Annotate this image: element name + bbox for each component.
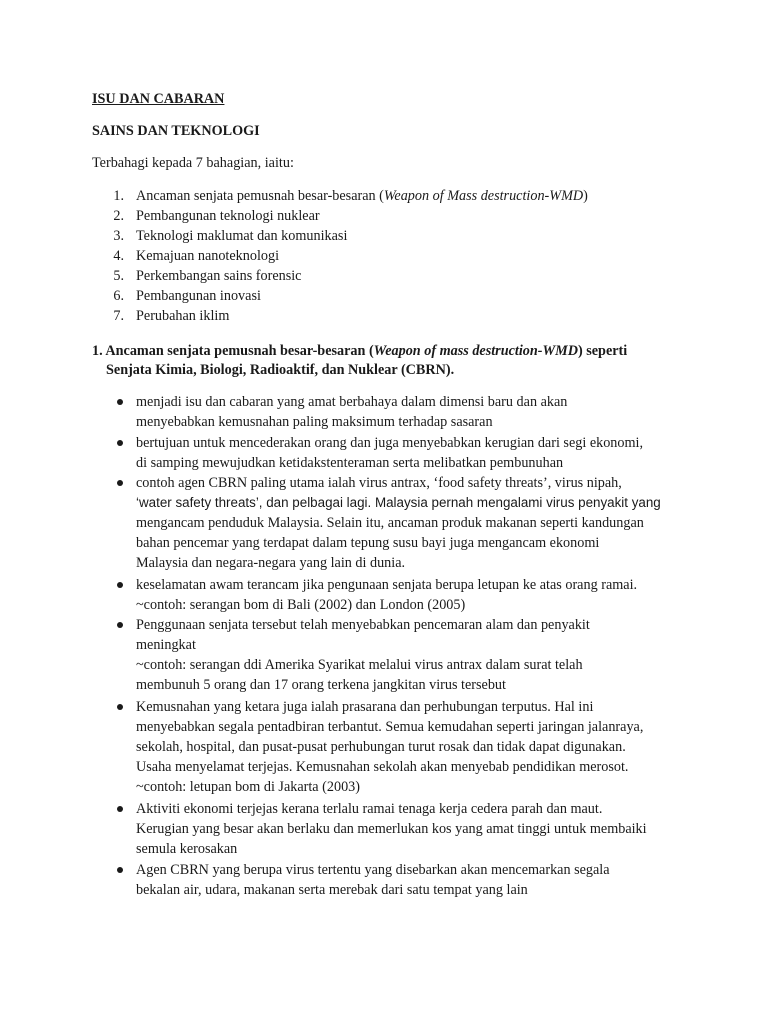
list-item: Perubahan iklim [136,308,230,324]
intro-text: Terbahagi kepada 7 bahagian, iaitu: [92,155,294,171]
list-item: Pembangunan teknologi nuklear [136,208,320,224]
page-title: ISU DAN CABARAN [92,91,225,107]
bullet-dot [117,867,123,873]
bullet-text: Aktiviti ekonomi terjejas kerana terlalu ramai tenaga kerja cedera parah dan maut. [136,801,603,817]
bullet-text: menjadi isu dan cabaran yang amat berbahaya dalam dimensi baru dan akan [136,394,568,410]
bullet-dot [117,806,123,812]
bullet-dot [117,582,123,588]
bullet-text: semula kerosakan [136,841,238,857]
bullet-text: ~contoh: serangan ddi Amerika Syarikat melalui virus antrax dalam surat telah [136,657,583,673]
bullet-text: Malaysia dan negara-negara yang lain di dunia. [136,555,406,571]
list-number: 4. [113,248,124,264]
bullet-text: membunuh 5 orang dan 17 orang terkena jangkitan virus tersebut [136,677,506,693]
list-number: 2. [113,208,124,224]
bullet-dot [117,704,123,710]
bullet-dot [117,440,123,446]
bullet-text: ~contoh: serangan bom di Bali (2002) dan London (2005) [136,597,466,613]
list-item: Pembangunan inovasi [136,288,261,304]
list-item: Teknologi maklumat dan komunikasi [136,228,348,244]
bullet-text: ~contoh: letupan bom di Jakarta (2003) [136,779,360,795]
section-1-heading-line-2: Senjata Kimia, Biologi, Radioaktif, dan Nuklear (CBRN). [106,362,455,378]
bullet-text: ‘water safety threats’, dan pelbagai lagi. Malaysia pernah mengalami virus penyakit yang [136,495,661,510]
bullet-text: Kemusnahan yang ketara juga ialah prasarana dan perhubungan terputus. Hal ini [136,699,594,715]
list-item: Ancaman senjata pemusnah besar-besaran (Weapon of Mass destruction-WMD) [136,188,588,204]
list-item: Perkembangan sains forensic [136,268,302,284]
list-item: Kemajuan nanoteknologi [136,248,280,264]
bullet-text: bahan pencemar yang terdapat dalam tepung susu bayi juga mengancam ekonomi [136,535,600,551]
bullet-text: menyebabkan segala pentadbiran terbantut. Semua kemudahan seperti jaringan jalanraya, [136,719,644,735]
bullet-text: Penggunaan senjata tersebut telah menyebabkan pencemaran alam dan penyakit [136,617,590,633]
bullet-dot [117,622,123,628]
bullet-text: keselamatan awam terancam jika pengunaan senjata berupa letupan ke atas orang ramai. [136,577,638,593]
list-number: 5. [113,268,124,284]
section-heading: SAINS DAN TEKNOLOGI [92,123,260,139]
list-number: 3. [113,228,124,244]
bullet-dot [117,480,123,486]
section-1-heading-line-1: 1. Ancaman senjata pemusnah besar-besaran (Weapon of mass destruction-WMD) seperti [92,343,628,359]
bullet-text: di samping mewujudkan ketidakstenteraman serta melibatkan pembunuhan [136,455,564,471]
bullet-text: bertujuan untuk mencederakan orang dan juga menyebabkan kerugian dari segi ekonomi, [136,435,644,451]
bullet-text: Agen CBRN yang berupa virus tertentu yang disebarkan akan mencemarkan segala [136,862,610,878]
bullet-text: bekalan air, udara, makanan serta merebak dari satu tempat yang lain [136,882,528,898]
list-number: 7. [113,308,124,324]
bullet-dot [117,399,123,405]
bullet-text: Usaha menyelamat terjejas. Kemusnahan sekolah akan menyebab pendidikan merosot. [136,759,629,775]
bullet-text: meningkat [136,637,196,653]
bullet-text: contoh agen CBRN paling utama ialah virus antrax, ‘food safety threats’, virus nipah, [136,475,622,491]
bullet-text: Kerugian yang besar akan berlaku dan memerlukan kos yang amat tinggi untuk membaiki [136,821,647,837]
list-number: 6. [113,288,124,304]
bullet-text: sekolah, hospital, dan pusat-pusat perhubungan turut rosak dan tidak dapat digunakan. [136,739,626,755]
bullet-text: menyebabkan kemusnahan paling maksimum terhadap sasaran [136,414,493,430]
list-number: 1. [113,188,124,204]
bullet-text: mengancam penduduk Malaysia. Selain itu, ancaman produk makanan seperti kandungan [136,515,644,531]
